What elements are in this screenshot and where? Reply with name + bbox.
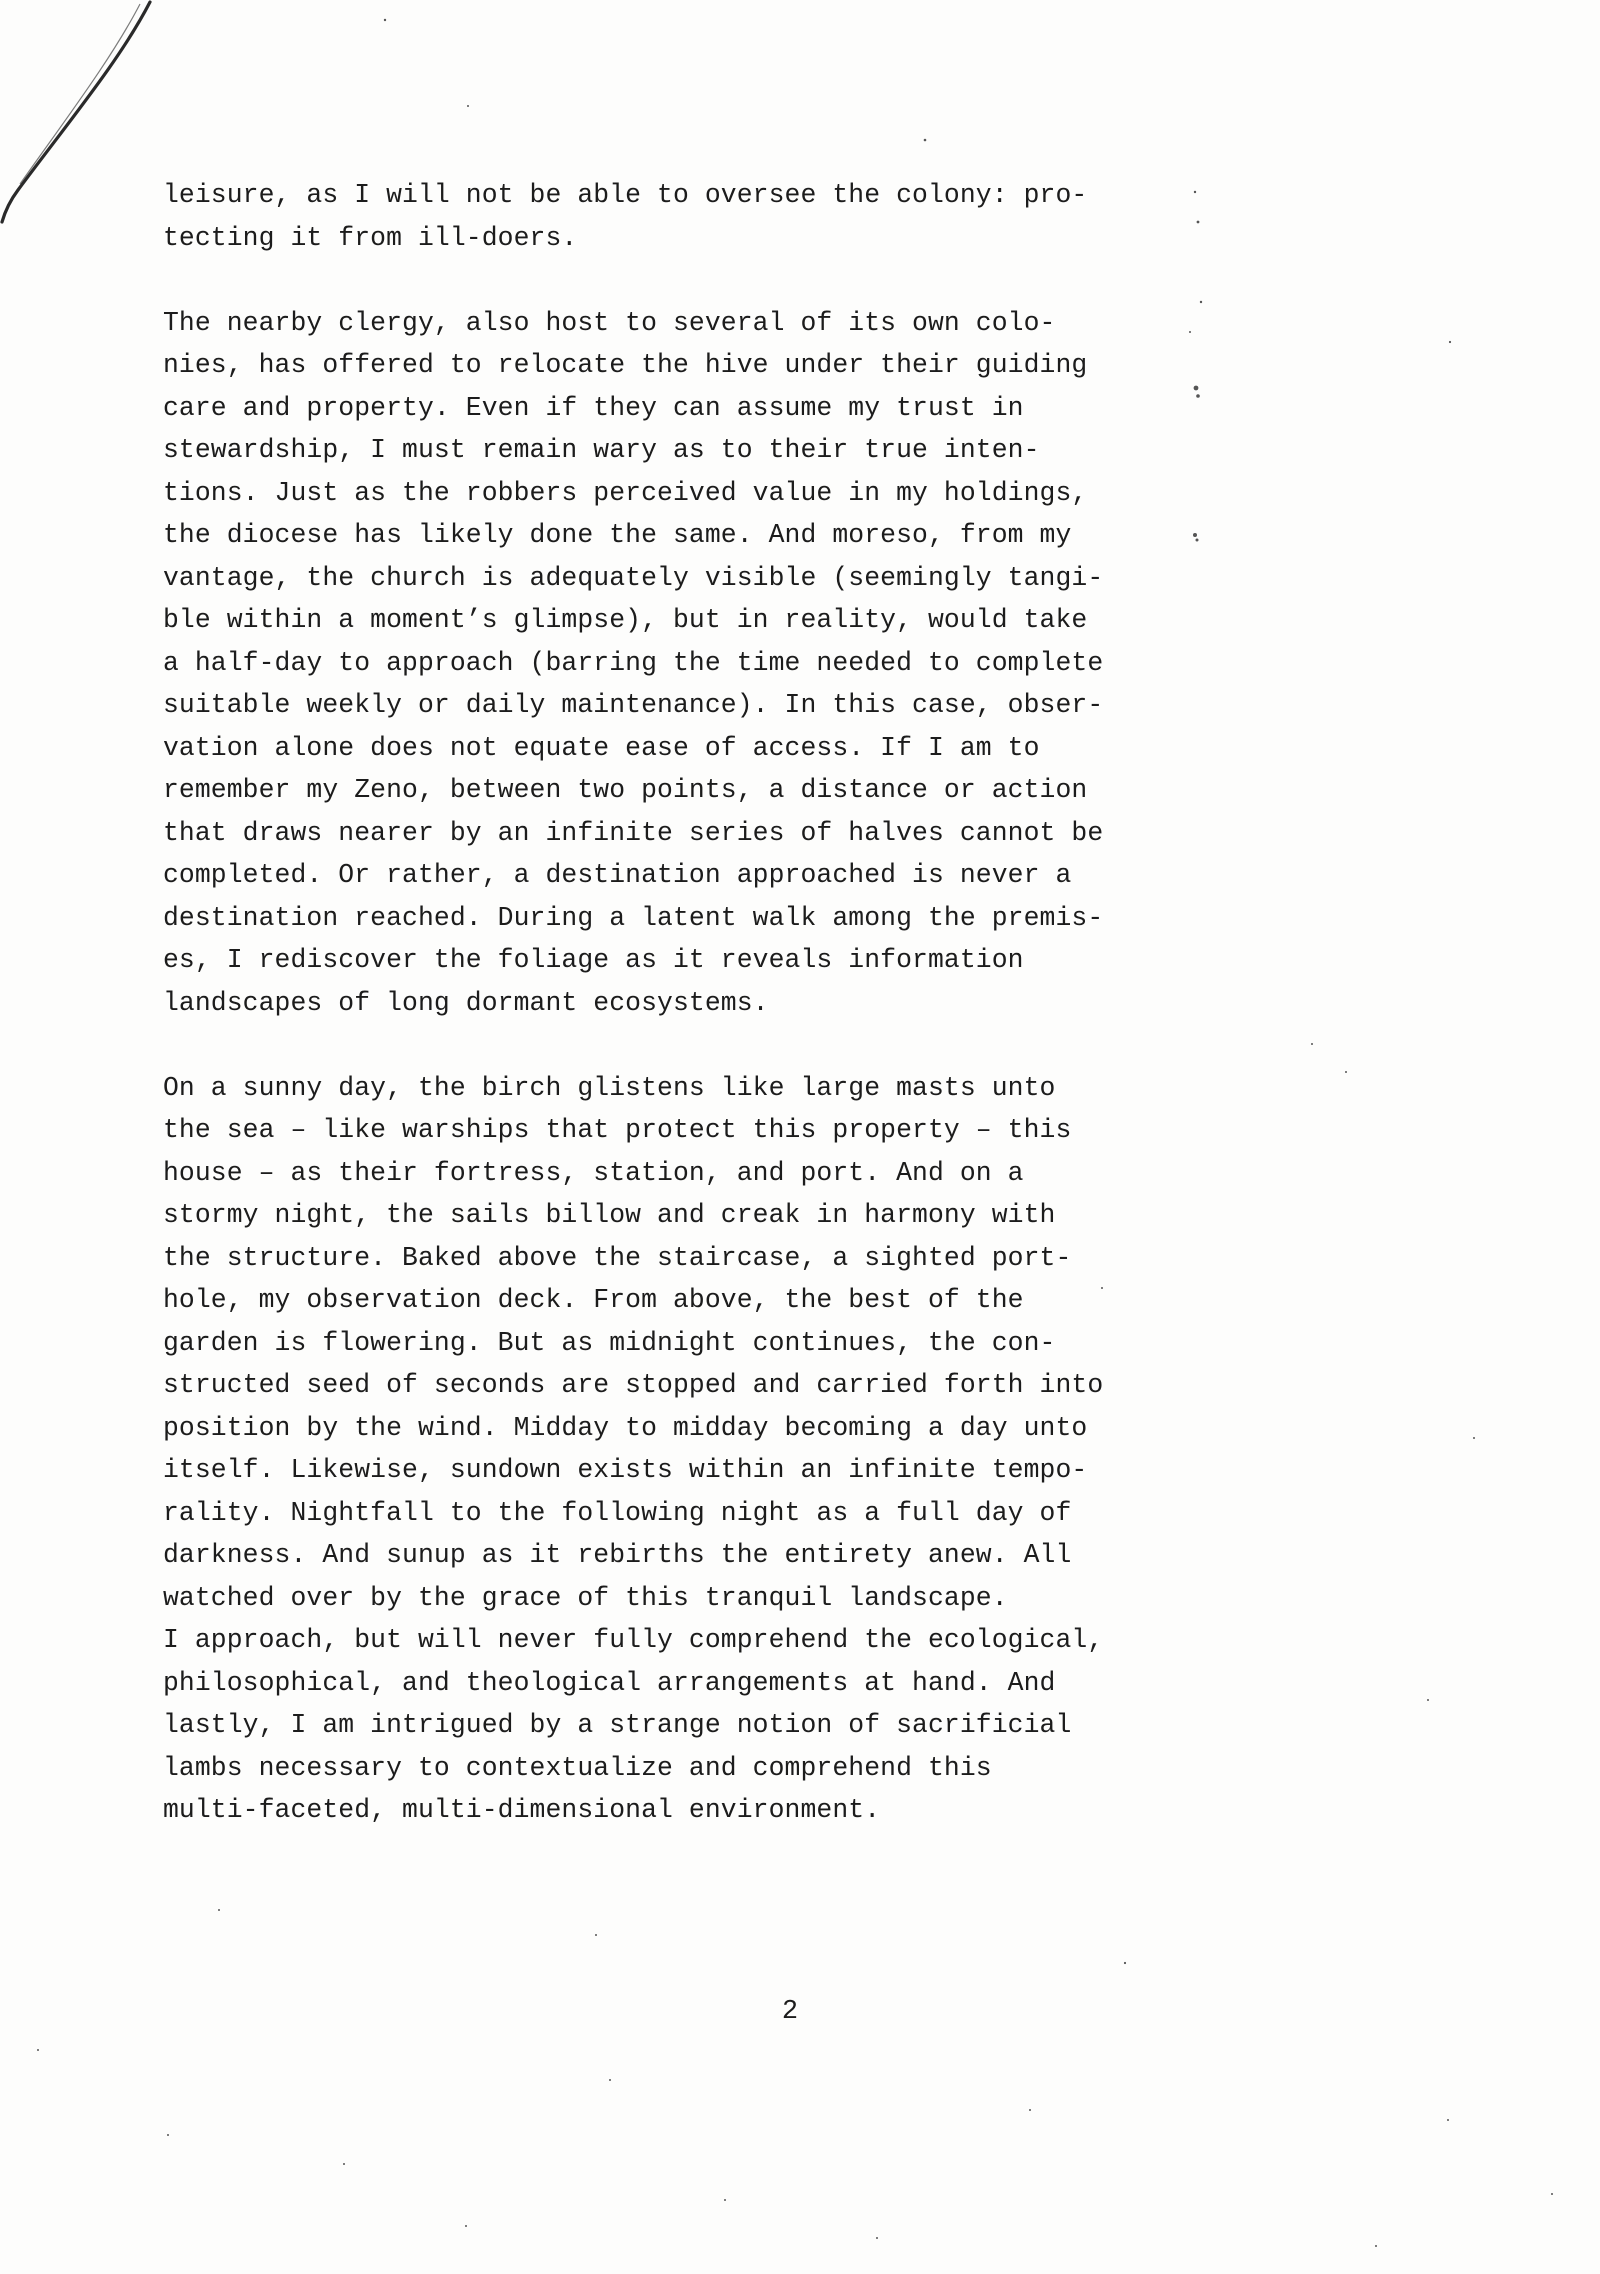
text-line: hole, my observation deck. From above, the best of the — [163, 1285, 1024, 1315]
text-line: The nearby clergy, also host to several of its own colo- — [163, 307, 1056, 338]
text-line: completed. Or rather, a destination approached is never a — [163, 860, 1072, 890]
text-line: I approach, but will never fully comprehend the ecological, — [163, 1625, 1104, 1655]
text-line: stormy night, the sails billow and creak in harmony with — [163, 1200, 1056, 1230]
text-line: vantage, the church is adequately visible (seemingly tangi- — [163, 562, 1104, 593]
paragraph-spacer — [163, 1024, 1163, 1067]
paragraph-2 — [163, 302, 1163, 1025]
text-line: destination reached. During a latent walk among the premis- — [163, 902, 1104, 933]
paragraph-spacer — [163, 259, 1163, 302]
text-line: philosophical, and theological arrangements at hand. And — [163, 1667, 1056, 1698]
text-line: ble within a moment’s glimpse), but in reality, would take — [163, 605, 1088, 635]
text-line: position by the wind. Midday to midday becoming a day unto — [163, 1412, 1088, 1443]
text-line: darkness. And sunup as it rebirths the entirety anew. All — [163, 1540, 1072, 1570]
text-line: landscapes of long dormant ecosystems. — [163, 987, 769, 1018]
text-line: rality. Nightfall to the following night as a full day of — [163, 1497, 1072, 1528]
paragraph-1 — [163, 174, 1163, 259]
text-line: leisure, as I will not be able to oversee the colony: pro- — [163, 180, 1088, 210]
text-line: tions. Just as the robbers perceived value in my holdings, — [163, 477, 1088, 508]
text-line: a half-day to approach (barring the time needed to complete — [163, 647, 1104, 678]
text-line: lambs necessary to contextualize and comprehend this — [163, 1752, 992, 1783]
text-line: suitable weekly or daily maintenance). In this case, obser- — [163, 690, 1104, 720]
text-line: garden is flowering. But as midnight continues, the con- — [163, 1327, 1056, 1358]
text-line: that draws nearer by an infinite series of halves cannot be — [163, 817, 1104, 848]
text-line: nies, has offered to relocate the hive under their guiding — [163, 350, 1088, 380]
text-line: itself. Likewise, sundown exists within an infinite tempo- — [163, 1455, 1088, 1485]
text-line: es, I rediscover the foliage as it reveals information — [163, 945, 1024, 975]
text-line: tecting it from ill-doers. — [163, 222, 578, 253]
text-line: structed seed of seconds are stopped and carried forth into — [163, 1370, 1104, 1400]
body-text — [163, 174, 1163, 1832]
text-line: watched over by the grace of this tranquil landscape. — [163, 1582, 1008, 1613]
text-line: lastly, I am intrigued by a strange notion of sacrificial — [163, 1710, 1072, 1740]
text-line: multi-faceted, multi-dimensional environment. — [163, 1795, 881, 1825]
text-line: vation alone does not equate ease of access. If I am to — [163, 732, 1040, 763]
text-line: house – as their fortress, station, and port. And on a — [163, 1157, 1024, 1188]
page-number: 2 — [781, 1997, 799, 2027]
text-line: stewardship, I must remain wary as to their true inten- — [163, 435, 1040, 465]
text-line: the sea – like warships that protect this property – this — [163, 1115, 1072, 1145]
paragraph-3 — [163, 1067, 1163, 1832]
text-line: remember my Zeno, between two points, a distance or action — [163, 775, 1088, 805]
text-line: the structure. Baked above the staircase, a sighted port- — [163, 1242, 1072, 1273]
text-line: On a sunny day, the birch glistens like large masts unto — [163, 1072, 1056, 1103]
text-line: the diocese has likely done the same. And moreso, from my — [163, 520, 1072, 550]
text-line: care and property. Even if they can assume my trust in — [163, 392, 1024, 423]
